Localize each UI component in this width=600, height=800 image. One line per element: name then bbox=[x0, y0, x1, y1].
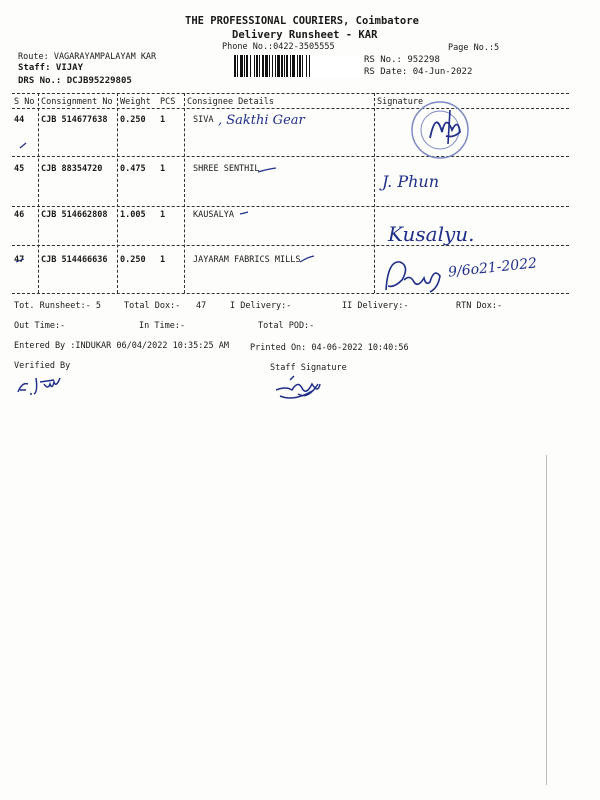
row-45-consignment: CJB 88354720 bbox=[41, 164, 103, 174]
printed-on: Printed On: 04-06-2022 10:40:56 bbox=[250, 343, 409, 353]
company-title: THE PROFESSIONAL COURIERS, Coimbatore bbox=[185, 15, 419, 27]
header-consignee: Consignee Details bbox=[187, 97, 274, 107]
total-dox-label: Total Dox:- bbox=[124, 301, 181, 311]
scan-edge-line bbox=[546, 455, 547, 785]
verified-by-signature bbox=[14, 372, 84, 407]
staff-signature-label: Staff Signature bbox=[270, 363, 347, 373]
row-45-signature: J. Phun bbox=[382, 172, 440, 191]
staff-label: Staff: VIJAY bbox=[18, 63, 84, 73]
row-47-sno: 47 bbox=[14, 255, 25, 265]
row-45-weight: 0.475 bbox=[120, 164, 146, 174]
page-number: Page No.:5 bbox=[448, 43, 500, 53]
handwritten-ticks bbox=[0, 0, 600, 300]
row-46-consignee: KAUSALYA bbox=[193, 210, 234, 220]
in-time: In Time:- bbox=[139, 321, 186, 331]
row-47-signature bbox=[380, 252, 450, 297]
row-47-consignee: JAYARAM FABRICS MILLS bbox=[193, 255, 301, 265]
route-label: Route: VAGARAYAMPALAYAM KAR bbox=[18, 52, 157, 62]
rs-number: RS No.: 952298 bbox=[364, 55, 440, 65]
row-46-pcs: 1 bbox=[160, 210, 166, 220]
header-weight: Weight bbox=[120, 97, 151, 107]
row-44-pcs: 1 bbox=[160, 115, 166, 125]
out-time: Out Time:- bbox=[14, 321, 66, 331]
rtn-dox: RTN Dox:- bbox=[456, 301, 503, 311]
staff-signature bbox=[272, 372, 332, 407]
row-46-signature: Kusalyu. bbox=[388, 222, 475, 246]
row-47-consignment: CJB 514466636 bbox=[41, 255, 108, 265]
ii-delivery: II Delivery:- bbox=[342, 301, 409, 311]
company-stamp bbox=[400, 98, 500, 168]
total-dox-value: 47 bbox=[196, 301, 207, 311]
drs-number: DRS No.: DCJB95229805 bbox=[18, 76, 132, 86]
row-47-weight: 0.250 bbox=[120, 255, 146, 265]
runsheet-title: Delivery Runsheet - KAR bbox=[232, 29, 378, 41]
tot-runsheet: Tot. Runsheet:- 5 bbox=[14, 301, 101, 311]
row-45-consignee: SHREE SENTHIL bbox=[193, 164, 260, 174]
row-46-weight: 1.005 bbox=[120, 210, 146, 220]
total-pod: Total POD:- bbox=[258, 321, 315, 331]
verified-by-label: Verified By bbox=[14, 361, 71, 371]
i-delivery: I Delivery:- bbox=[230, 301, 292, 311]
row-44-weight: 0.250 bbox=[120, 115, 146, 125]
header-sno: S No bbox=[14, 97, 35, 107]
row-44-handwritten-note: , Sakthi Gear bbox=[218, 113, 305, 128]
entered-by: Entered By :INDUKAR 06/04/2022 10:35:25 AM bbox=[14, 341, 229, 351]
row-46-sno: 46 bbox=[14, 210, 25, 220]
phone-number: Phone No.:0422-3505555 bbox=[222, 42, 335, 52]
header-signature: Signature bbox=[377, 97, 424, 107]
row-44-consignee: SIVA bbox=[193, 115, 214, 125]
row-44-sno: 44 bbox=[14, 115, 25, 125]
row-44-consignment: CJB 514677638 bbox=[41, 115, 108, 125]
header-consignment: Consignment No bbox=[41, 97, 113, 107]
row-47-pcs: 1 bbox=[160, 255, 166, 265]
row-46-consignment: CJB 514662808 bbox=[41, 210, 108, 220]
row-45-sno: 45 bbox=[14, 164, 25, 174]
row-45-pcs: 1 bbox=[160, 164, 166, 174]
row-47-signature-date: 9/6o21-2022 bbox=[447, 255, 538, 281]
header-pcs: PCS bbox=[160, 97, 176, 107]
rs-date: RS Date: 04-Jun-2022 bbox=[364, 67, 473, 77]
